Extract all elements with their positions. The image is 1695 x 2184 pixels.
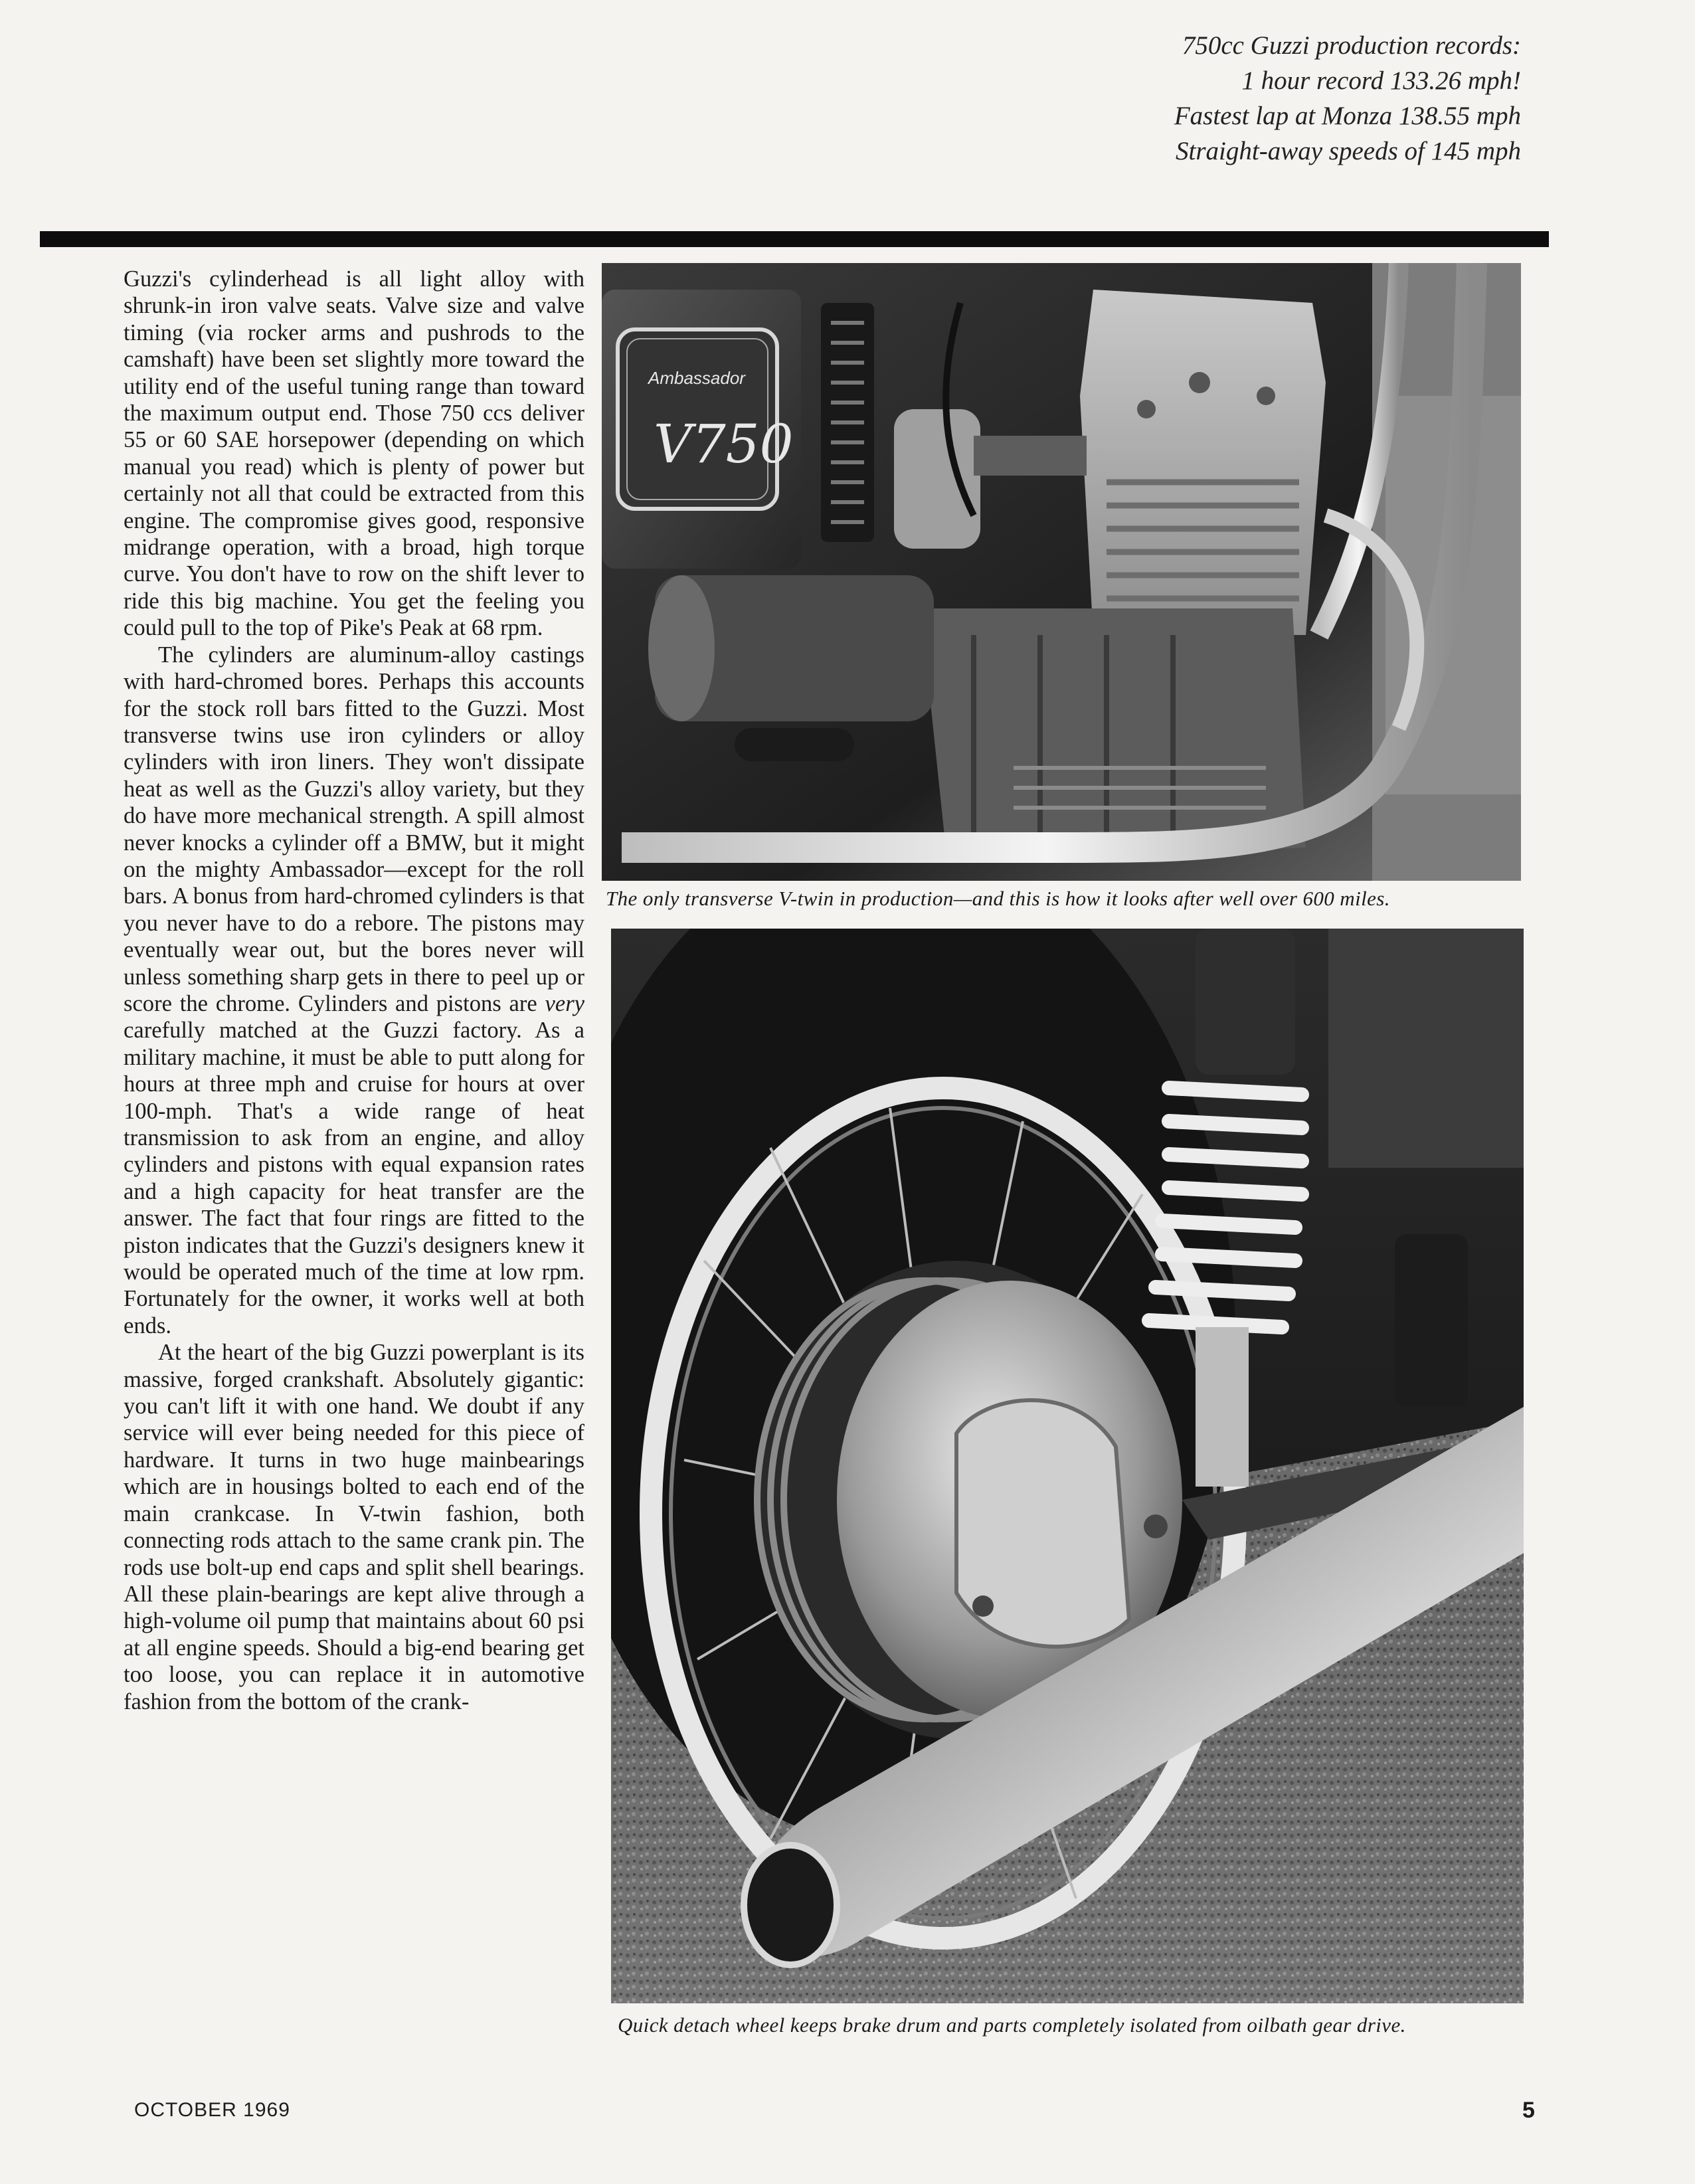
engine-photo: [602, 263, 1521, 881]
article-paragraph: [124, 642, 584, 1340]
article-paragraph: At the heart of the big Guzzi powerplant is its massive, forged crankshaft. Absolutely gigantic: you can't lift it with one hand. We doubt if any service will ever being needed for this piece of hardware. It turns in two huge mainbearings which are in housings bolted to each end of the main crankcase. In V-twin fashion, both connecting rods attach to the same crank pin. The rods use bolt-up end caps and split shell bearings. All these plain-bearings are kept alive through a high-volume oil pump that maintains about 60 psi at all engine speeds. Should a big-end bearing get too loose, you can replace it in automotive fashion from the bottom of the crank-: [124, 1340, 584, 1714]
paragraph-text: carefully matched at the Guzzi factory. As a military machine, it must be able to putt along for hours at three mph and cruise for hours at over 100-mph. That's a wide range of heat transmission to ask from an engine, and alloy cylinders and pistons with equal expansion rates and a high capacity for heat transfer are the answer. The fact that four rings are fitted to the piston indicates that the Guzzi's designers knew it would be operated much of the time at low rpm. Fortunately for the owner, it works well at both ends.: [124, 1018, 584, 1338]
pull-quote: [790, 28, 1521, 169]
article-paragraph: Guzzi's cylinderhead is all light alloy with shrunk-in iron valve seats. Valve size and valve timing (via rocker arms and pushrods to the camshaft) have been set slightly more toward the utility end of the useful tuning range than toward the maximum output end. Those 750 ccs deliver 55 or 60 SAE horsepower (depending on which manual you read) which is plenty of power but certainly not all that could be extracted from this engine. The compromise gives good, responsive midrange operation, with a broad, high torque curve. You don't have to row on the shift lever to ride this big machine. You get the feeling you could pull to the top of Pike's Peak at 68 rpm.: [124, 266, 584, 641]
pull-quote-line: Fastest lap at Monza 138.55 mph: [1174, 102, 1521, 130]
wheel-photo-caption: Quick detach wheel keeps brake drum and parts completely isolated from oilbath gear drive.: [618, 2013, 1406, 2037]
pull-quote-line: 1 hour record 133.26 mph!: [1241, 66, 1521, 95]
wheel-photo-art: [611, 929, 1524, 2003]
wheel-photo: [611, 929, 1524, 2003]
badge-text: Ambassador: [648, 368, 745, 388]
paragraph-text: The cylinders are aluminum-alloy castings with hard-chromed bores. Perhaps this accounts for the stock roll bars fitted to the Guzzi. Most transverse twins use iron cylinders or alloy cylinders with iron liners. They won't dissipate heat as well as the Guzzi's alloy variety, but they do have more mechanical strength. A spill almost never knocks a cylinder off a BMW, but it might on the mighty Ambassador—except for the roll bars. A bonus from hard-chromed cylinders is that you never have to do a rebore. The pistons may eventually wear out, but the bores never will unless something sharp gets in there to peel up or score the chrome. Cylinders and pistons are: [124, 642, 584, 1016]
badge-model: V750: [654, 413, 794, 475]
emphasis-text: very: [545, 990, 584, 1016]
pull-quote-line: 750cc Guzzi production records:: [1182, 31, 1521, 60]
pull-quote-line: Straight-away speeds of 145 mph: [1176, 137, 1521, 165]
page-number: 5: [1522, 2098, 1535, 2123]
article-body: [124, 266, 584, 1715]
header-rule: [40, 231, 1549, 247]
engine-photo-caption: The only transverse V-twin in production—and this is how it looks after well over 600 miles.: [606, 887, 1390, 910]
issue-date: OCTOBER 1969: [134, 2099, 290, 2121]
engine-photo-art: [602, 263, 1521, 881]
